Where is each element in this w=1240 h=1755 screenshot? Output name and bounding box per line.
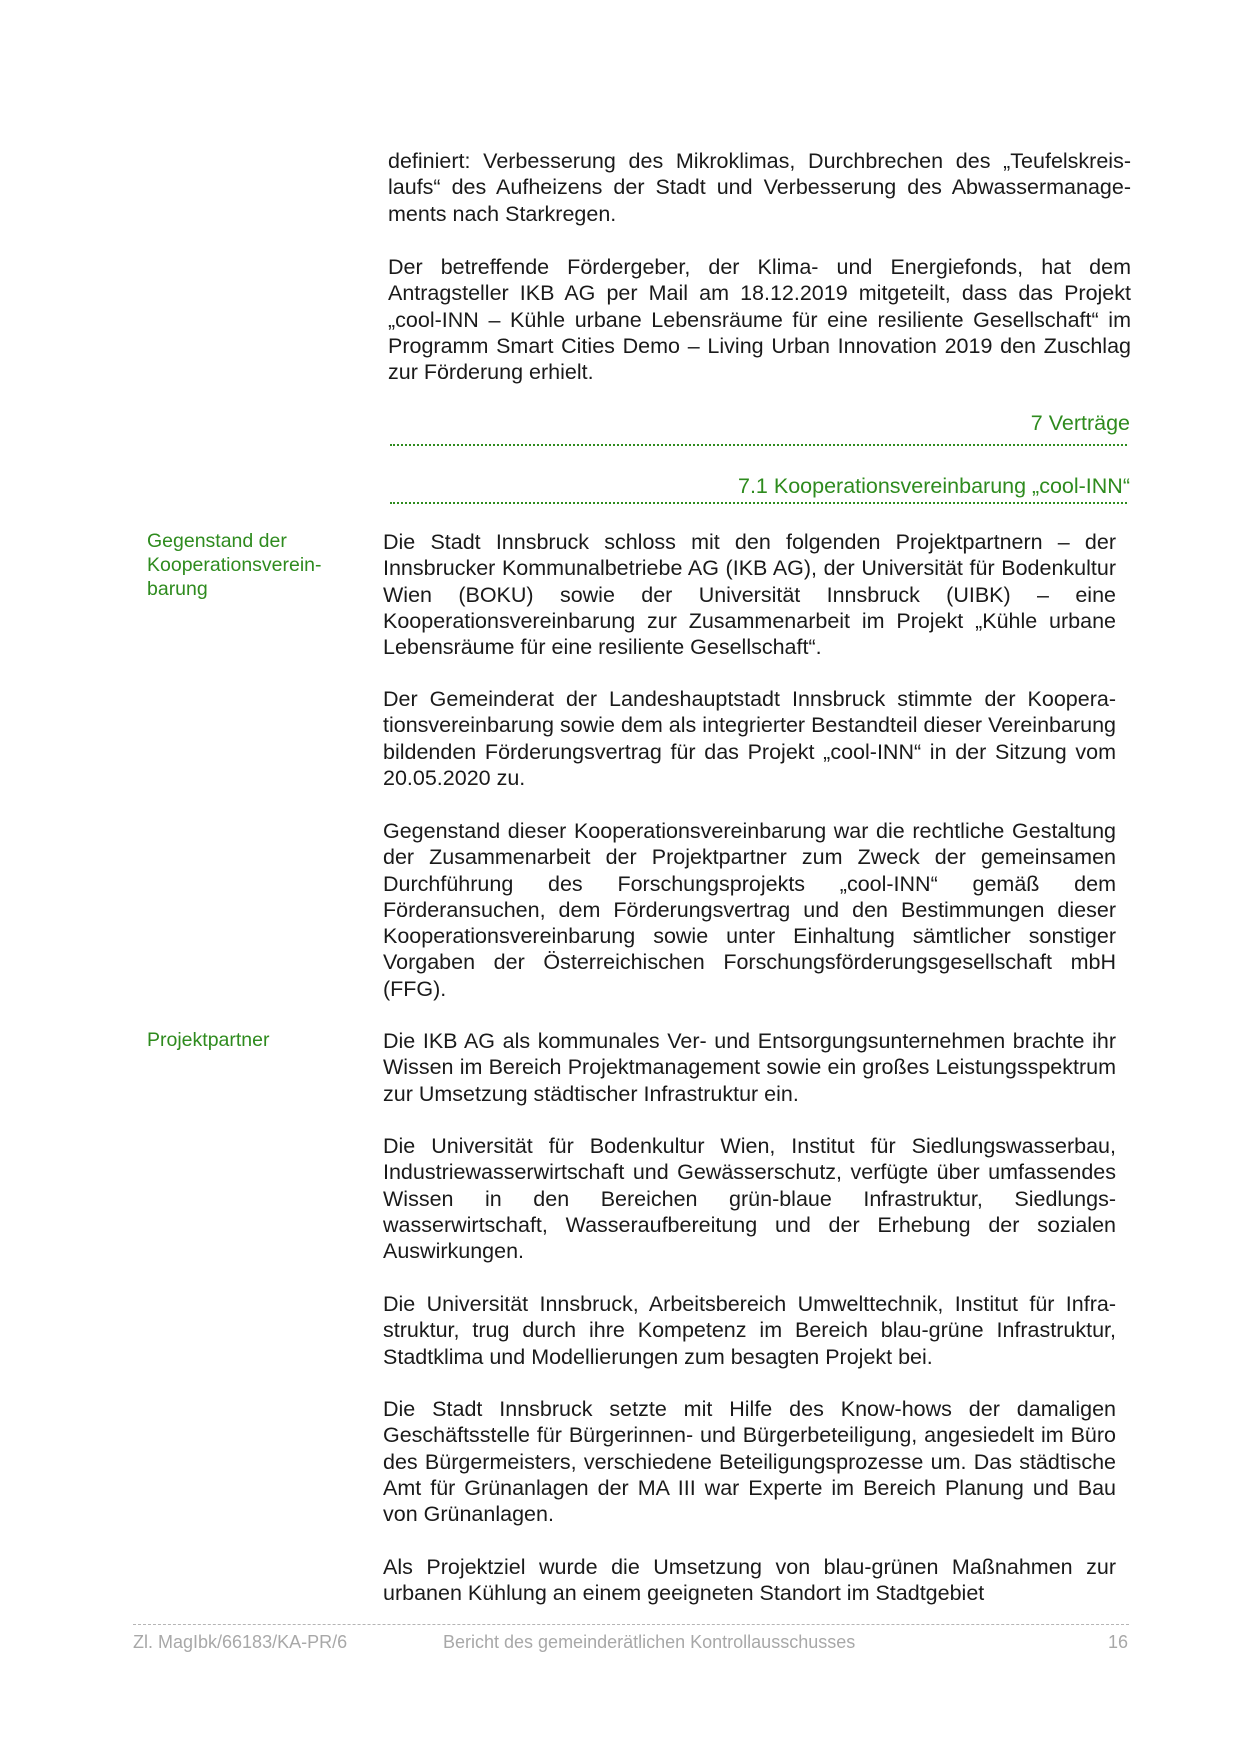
footer-title: Bericht des gemeinderätlichen Kontrollausschusses bbox=[443, 1632, 856, 1652]
intro-paragraph-1: definiert: Verbesserung des Mikroklimas, Durchbrechen des „Teufelskreislaufs“ des Aufheizens der Stadt und Verbesserung des Abwassermanagements nach Starkregen. bbox=[388, 149, 1131, 226]
section-divider bbox=[390, 444, 1127, 446]
margin-note-partners: Projektpartner bbox=[147, 1029, 270, 1051]
paragraph-ikb: Die IKB AG als kommunales Ver- und Entsorgungsunternehmen brachte ihr Wissen im Bereich Projektmanagement sowie ein großes Leistungsspektrum zur Umsetzung städtischer Infrastruktur ein. bbox=[383, 1029, 1116, 1106]
paragraph-city: Die Stadt Innsbruck setzte mit Hilfe des Know-hows der damaligen Geschäftsstelle für Bürgerinnen- und Bürgerbeteiligung, angesiedelt im Büro des Bürgermeisters, verschiedene Beteiligungsprozesse um. Das städtische Amt für Grünanlagen der MA III war Experte im Bereich Planung und Bau von Grünanlagen. bbox=[383, 1397, 1116, 1527]
subsection-divider bbox=[390, 502, 1127, 504]
footer-reference: Zl. MagIbk/66183/KA-PR/6 bbox=[133, 1632, 348, 1652]
paragraph-agreement-subject: Gegenstand dieser Kooperationsvereinbarung war die rechtliche Gestaltung der Zusammenarbeit der Projektpartner zum Zweck der gemeinsamen Durchführung des Forschungsprojekts „cool-INN“ gemäß dem Förderansuchen, dem Förderungsvertrag und den Bestimmungen dieser Kooperationsvereinbarung sowie unter Einhaltung sämtlicher sonstiger Vorgaben der Österreichischen Forschungsförderungsgesellschaft mbH (FFG). bbox=[383, 819, 1116, 1001]
margin-note-subject: Gegenstand der Kooperationsvereinbarung bbox=[147, 530, 322, 600]
paragraph-cooperation-partners: Die Stadt Innsbruck schloss mit den folgenden Projektpartnern – der Innsbrucker Kommunalbetriebe AG (IKB AG), der Universität für Bodenkultur Wien (BOKU) sowie der Universität Innsbruck (UIBK) – eine Kooperationsvereinbarung zur Zusammenarbeit im Projekt „Kühle urbane Lebensräume für eine resiliente Gesellschaft“. bbox=[383, 530, 1116, 660]
subsection-heading: 7.1 Kooperationsvereinbarung „cool-INN“ bbox=[738, 474, 1130, 498]
paragraph-council-approval: Der Gemeinderat der Landeshauptstadt Innsbruck stimmte der Kooperationsvereinbarung sowie dem als integrierter Bestandteil dieser Vereinbarung bildenden Förderungsvertrag für das Projekt „cool-INN“ in der Sitzung vom 20.05.2020 zu. bbox=[383, 687, 1116, 790]
paragraph-boku: Die Universität für Bodenkultur Wien, Institut für Siedlungswasserbau, Industriewasserwirtschaft und Gewässerschutz, verfügte über umfassendes Wissen in den Bereichen grün-blaue Infrastruktur, Siedlungswasserwirtschaft, Wasseraufbereitung und der Erhebung der sozialen Auswirkungen. bbox=[383, 1134, 1116, 1264]
footer-divider bbox=[133, 1624, 1129, 1625]
page-number: 16 bbox=[1107, 1632, 1128, 1652]
intro-paragraph-2: Der betreffende Fördergeber, der Klima- und Energiefonds, hat dem Antragsteller IKB AG per Mail am 18.12.2019 mitgeteilt, dass das Projekt „cool-INN – Kühle urbane Lebensräume für eine resiliente Gesellschaft“ im Programm Smart Cities Demo – Living Urban Innovation 2019 den Zuschlag zur Förderung erhielt. bbox=[388, 255, 1131, 385]
section-heading: 7 Verträge bbox=[1030, 411, 1130, 435]
paragraph-uibk: Die Universität Innsbruck, Arbeitsbereich Umwelttechnik, Institut für Infrastruktur, trug durch ihre Kompetenz im Bereich blau-grüne Infrastruktur, Stadtklima und Modellierungen zum besagten Projekt bei. bbox=[383, 1292, 1116, 1369]
paragraph-project-goal: Als Projektziel wurde die Umsetzung von blau-grünen Maßnahmen zur urbanen Kühlung an einem geeigneten Standort im Stadtgebiet bbox=[383, 1555, 1116, 1606]
